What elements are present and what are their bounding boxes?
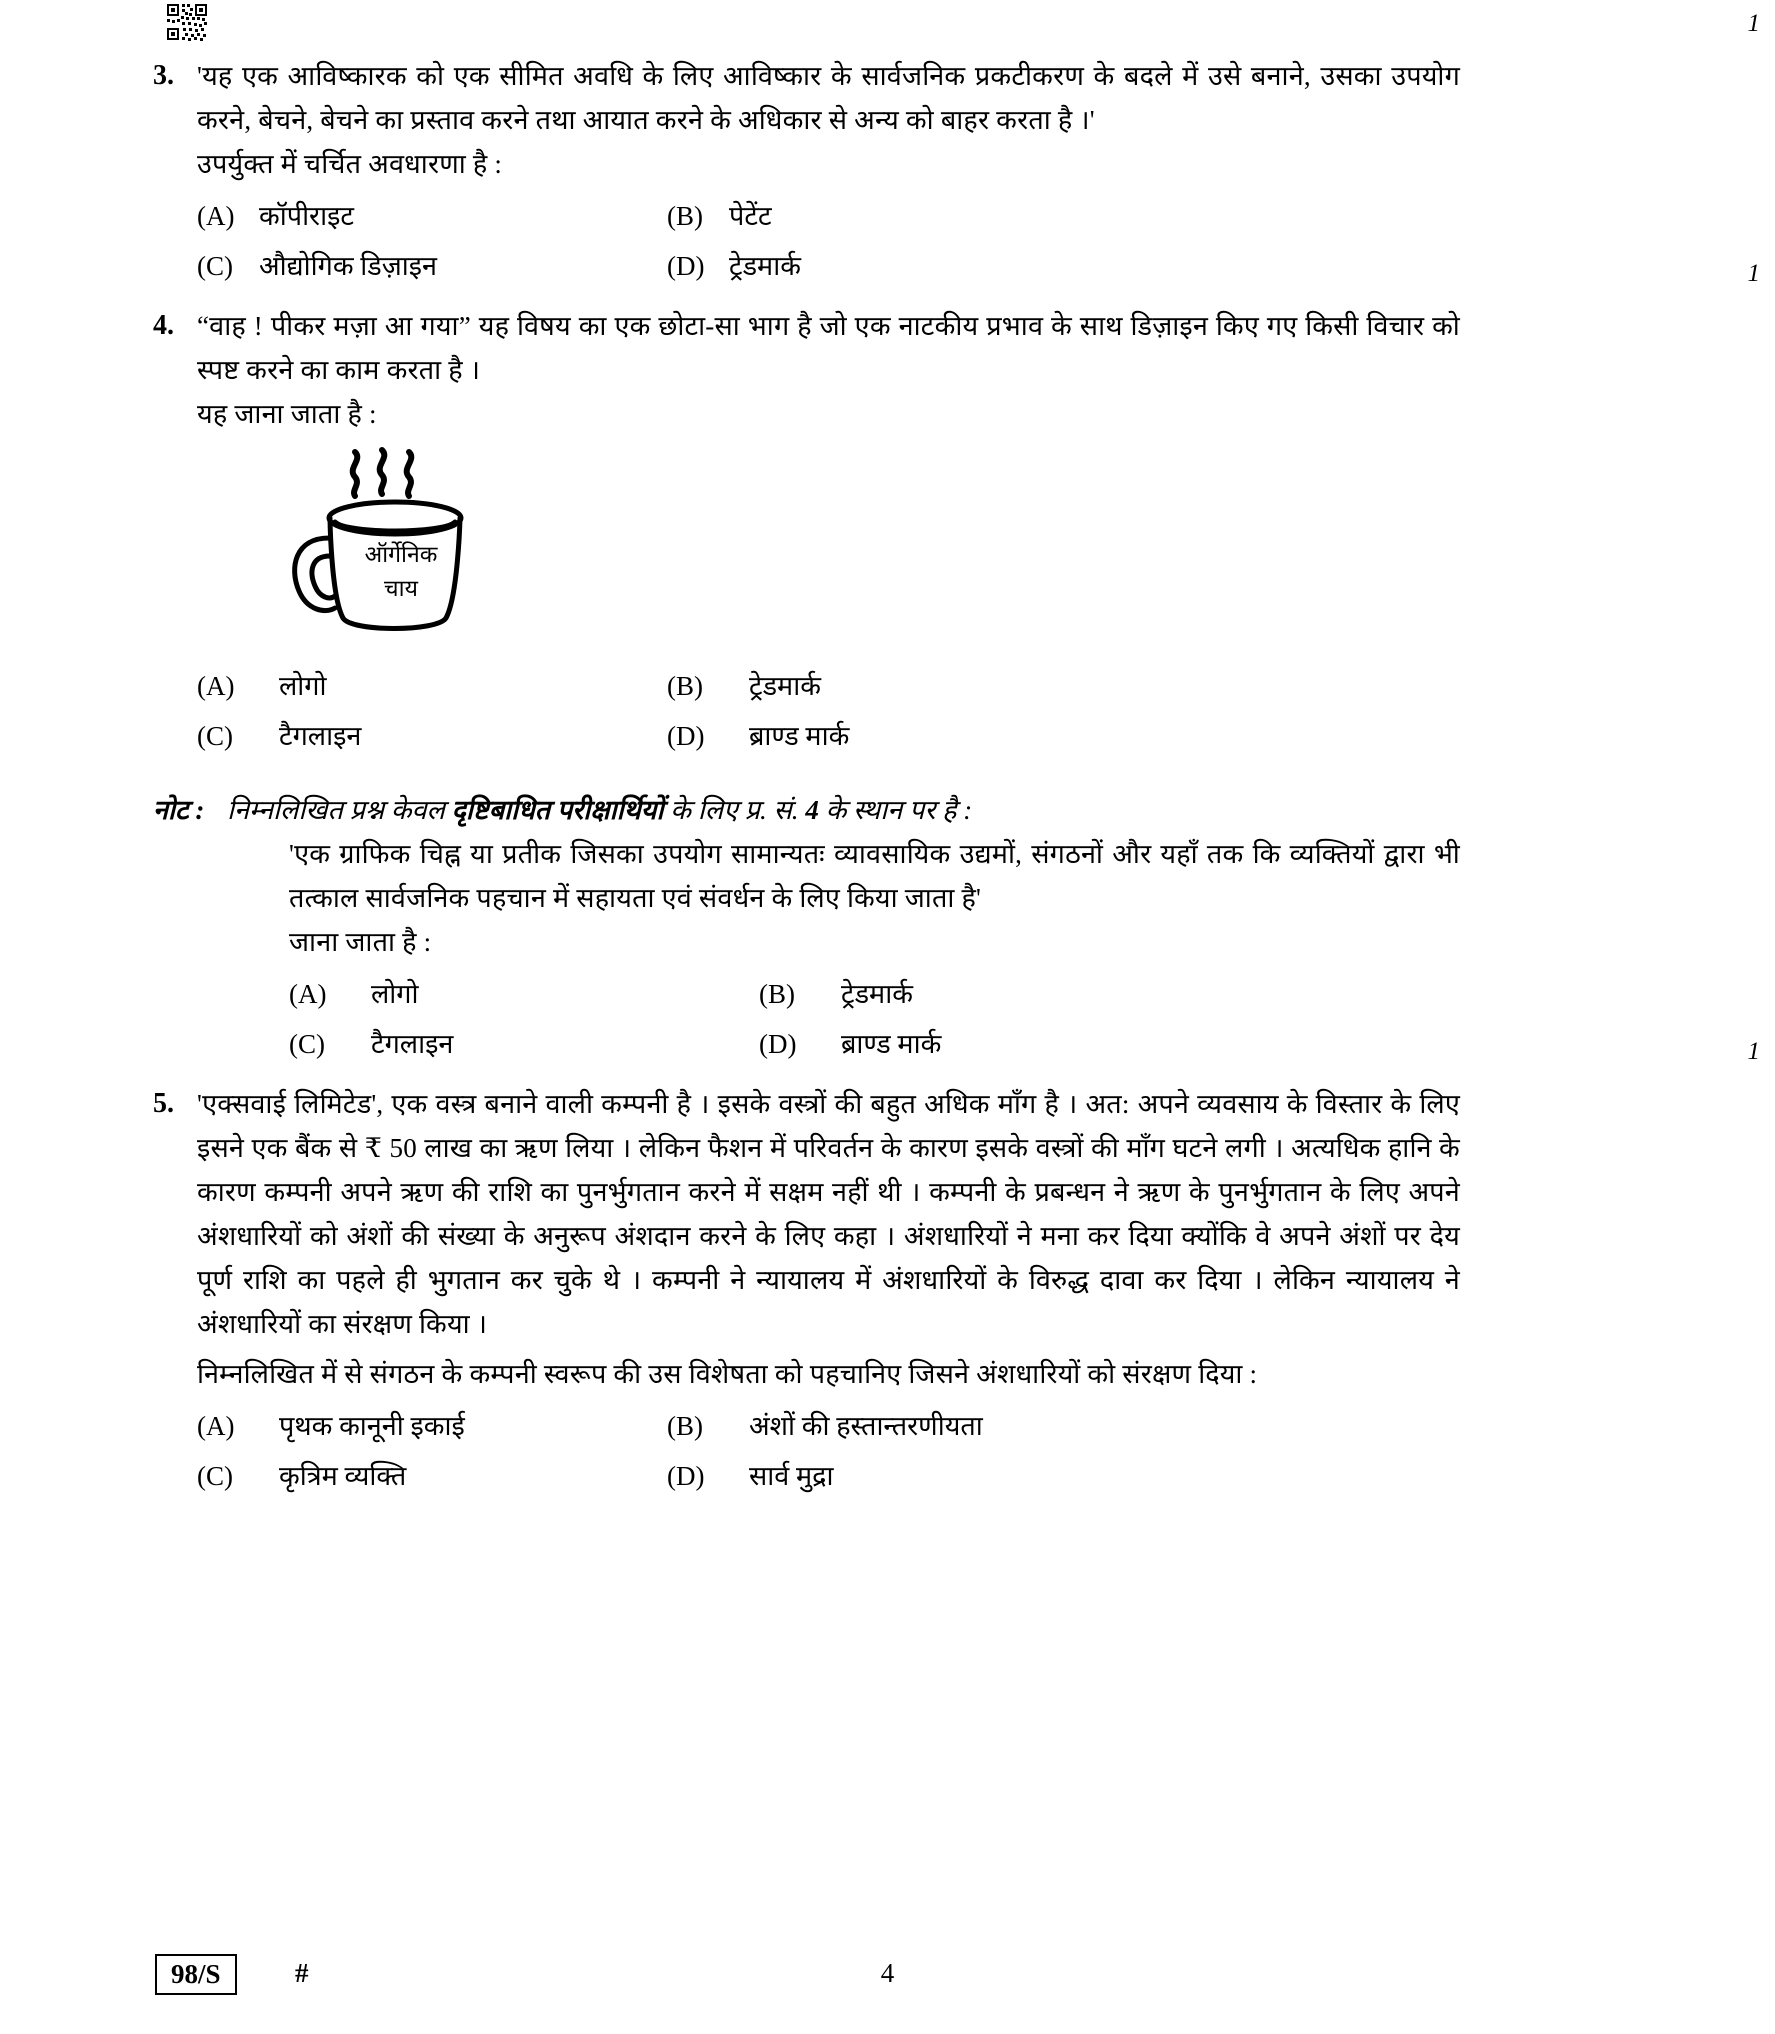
option-row: [197, 244, 1460, 288]
option-a-text: लोगो: [371, 979, 419, 1009]
question-3: [135, 10, 1760, 294]
option-row: [289, 1022, 1460, 1066]
option-a[interactable]: [197, 664, 667, 708]
option-a[interactable]: [289, 972, 759, 1016]
question-4-options: [197, 664, 1460, 758]
note-block: [135, 788, 1640, 1072]
hash-mark: #: [295, 1958, 309, 1988]
option-d-text: ब्राण्ड मार्क: [841, 1029, 942, 1059]
option-b[interactable]: [667, 1404, 1137, 1448]
option-row: [197, 664, 1460, 708]
option-b[interactable]: [759, 972, 1229, 1016]
option-a[interactable]: [197, 1404, 667, 1448]
mug-label-line1: ऑर्गेनिक: [364, 542, 438, 567]
mug-label-line2: चाय: [384, 576, 418, 601]
option-row: [197, 1404, 1460, 1448]
note-label: नोट :: [153, 795, 205, 825]
option-a-label: (A): [197, 671, 235, 701]
note-stem: 'एक ग्राफिक चिह्न या प्रतीक जिसका उपयोग सामान्यतः व्यावसायिक उद्यमों, संगठनों और यहाँ तक कि व्यक्तियों द्वारा भी तत्काल सार्वजनिक पहचान में सहायता एवं संवर्धन के लिए किया जाता है': [289, 839, 1460, 913]
option-row: [289, 972, 1460, 1016]
question-4-prompt: यह जाना जाता है :: [197, 399, 377, 429]
question-4-stem: “वाह ! पीकर मज़ा आ गया” यह विषय का एक छोटा-सा भाग है जो एक नाटकीय प्रभाव के साथ डिज़ाइन किए गए किसी विचार को स्पष्ट करने का काम करता है ।: [197, 311, 1460, 385]
option-c[interactable]: [197, 244, 667, 288]
note-intro-bold: दृष्टिबाधित परीक्षार्थियों: [451, 795, 664, 825]
option-b-text: ट्रेडमार्क: [841, 979, 913, 1009]
option-a-text: कॉपीराइट: [259, 201, 354, 231]
option-c[interactable]: [197, 714, 667, 758]
option-b-text: अंशों की हस्तान्तरणीयता: [749, 1411, 983, 1441]
option-row: [197, 1454, 1460, 1498]
question-3-stem: 'यह एक आविष्कारक को एक सीमित अवधि के लिए आविष्कार के सार्वजनिक प्रकटीकरण के बदले में उसे बनाने, उसका उपयोग करने, बेचने, बेचने का प्रस्ताव करने तथा आयात करने के अधिकार से अन्य को बाहर करता है ।': [197, 61, 1460, 135]
option-row: [197, 194, 1460, 238]
note-prompt: जाना जाता है :: [289, 927, 432, 957]
option-c[interactable]: [289, 1022, 759, 1066]
option-b[interactable]: [667, 664, 1137, 708]
option-b-label: (B): [667, 201, 703, 231]
question-4-number: 4.: [153, 310, 174, 341]
option-a[interactable]: [197, 194, 667, 238]
mug-label: [341, 538, 461, 606]
option-c-text: औद्योगिक डिज़ाइन: [259, 251, 438, 281]
option-c-label: (C): [289, 1029, 325, 1059]
option-d[interactable]: [667, 714, 1137, 758]
option-d[interactable]: [759, 1022, 1229, 1066]
note-intro-part2: के लिए प्र. सं.: [663, 795, 806, 825]
option-c-label: (C): [197, 1461, 233, 1491]
question-5-number: 5.: [153, 1088, 174, 1119]
question-3-number: 3.: [153, 60, 174, 91]
option-a-text: लोगो: [279, 671, 327, 701]
question-3-prompt: उपर्युक्त में चर्चित अवधारणा है :: [197, 149, 503, 179]
option-d-label: (D): [667, 1461, 705, 1491]
page-number: 4: [880, 1958, 895, 1988]
option-b[interactable]: [667, 194, 1137, 238]
option-d-text: ब्राण्ड मार्क: [749, 721, 850, 751]
question-5-options: [197, 1404, 1460, 1498]
option-d-label: (D): [759, 1029, 797, 1059]
option-a-label: (A): [197, 201, 235, 231]
note-intro-bold2: 4: [805, 795, 819, 825]
option-b-text: ट्रेडमार्क: [749, 671, 821, 701]
option-c[interactable]: [197, 1454, 667, 1498]
option-d-text: ट्रेडमार्क: [729, 251, 801, 281]
option-b-label: (B): [759, 979, 795, 1009]
question-5-prompt: निम्नलिखित में से संगठन के कम्पनी स्वरूप की उस विशेषता को पहचानिए जिसने अंशधारियों को संरक्षण दिया :: [197, 1359, 1258, 1389]
page-footer: [135, 1954, 1640, 2000]
option-b-label: (B): [667, 1411, 703, 1441]
option-d[interactable]: [667, 1454, 1137, 1498]
paper-code: 98/S: [155, 1954, 237, 1995]
option-d[interactable]: [667, 244, 1137, 288]
question-paper-page: [135, 0, 1760, 2034]
tea-mug-illustration: [285, 446, 515, 656]
question-5-stem: 'एक्सवाई लिमिटेड', एक वस्त्र बनाने वाली कम्पनी है । इसके वस्त्रों की बहुत अधिक माँग है । अत: अपने व्यवसाय के विस्तार के लिए इसने एक बैंक से ₹ 50 लाख का ऋण लिया । लेकिन फैशन में परिवर्तन के कारण इसके वस्त्रों की माँग घटने लगी । अत्यधिक हानि के कारण कम्पनी अपने ऋण की राशि का पुनर्भुगतान करने में सक्षम नहीं थी । कम्पनी के प्रबन्धन ने ऋण के पुनर्भुगतान के लिए अपने अंशधारियों को अंशों की संख्या के अनुरूप अंशदान करने के लिए कहा । अंशधारियों ने मना कर दिया क्योंकि वे अपने अंशों पर देय पूर्ण राशि का पहले ही भुगतान कर चुके थे । कम्पनी ने न्यायालय में अंशधारियों के विरुद्ध दावा कर दिया । लेकिन न्यायालय ने अंशधारियों का संरक्षण किया ।: [197, 1089, 1460, 1339]
option-row: [197, 714, 1460, 758]
note-intro-part3: के स्थान पर है :: [818, 795, 973, 825]
question-4-marks: 1: [1747, 260, 1760, 287]
question-5-marks: 1: [1747, 1038, 1760, 1065]
question-3-options: [197, 194, 1460, 288]
question-3-marks: 1: [1747, 10, 1760, 37]
note-intro: [227, 788, 1460, 832]
option-c-text: टैगलाइन: [371, 1029, 454, 1059]
option-b-text: पेटेंट: [729, 201, 772, 231]
option-d-label: (D): [667, 721, 705, 751]
option-a-text: पृथक कानूनी इकाई: [279, 1411, 465, 1441]
note-intro-part1: निम्नलिखित प्रश्न केवल: [227, 795, 452, 825]
note-options: [289, 972, 1460, 1066]
option-d-label: (D): [667, 251, 705, 281]
option-c-label: (C): [197, 251, 233, 281]
option-c-text: कृत्रिम व्यक्ति: [279, 1461, 407, 1491]
option-d-text: सार्व मुद्रा: [749, 1461, 834, 1491]
option-c-label: (C): [197, 721, 233, 751]
option-a-label: (A): [289, 979, 327, 1009]
option-c-text: टैगलाइन: [279, 721, 362, 751]
option-b-label: (B): [667, 671, 703, 701]
option-a-label: (A): [197, 1411, 235, 1441]
